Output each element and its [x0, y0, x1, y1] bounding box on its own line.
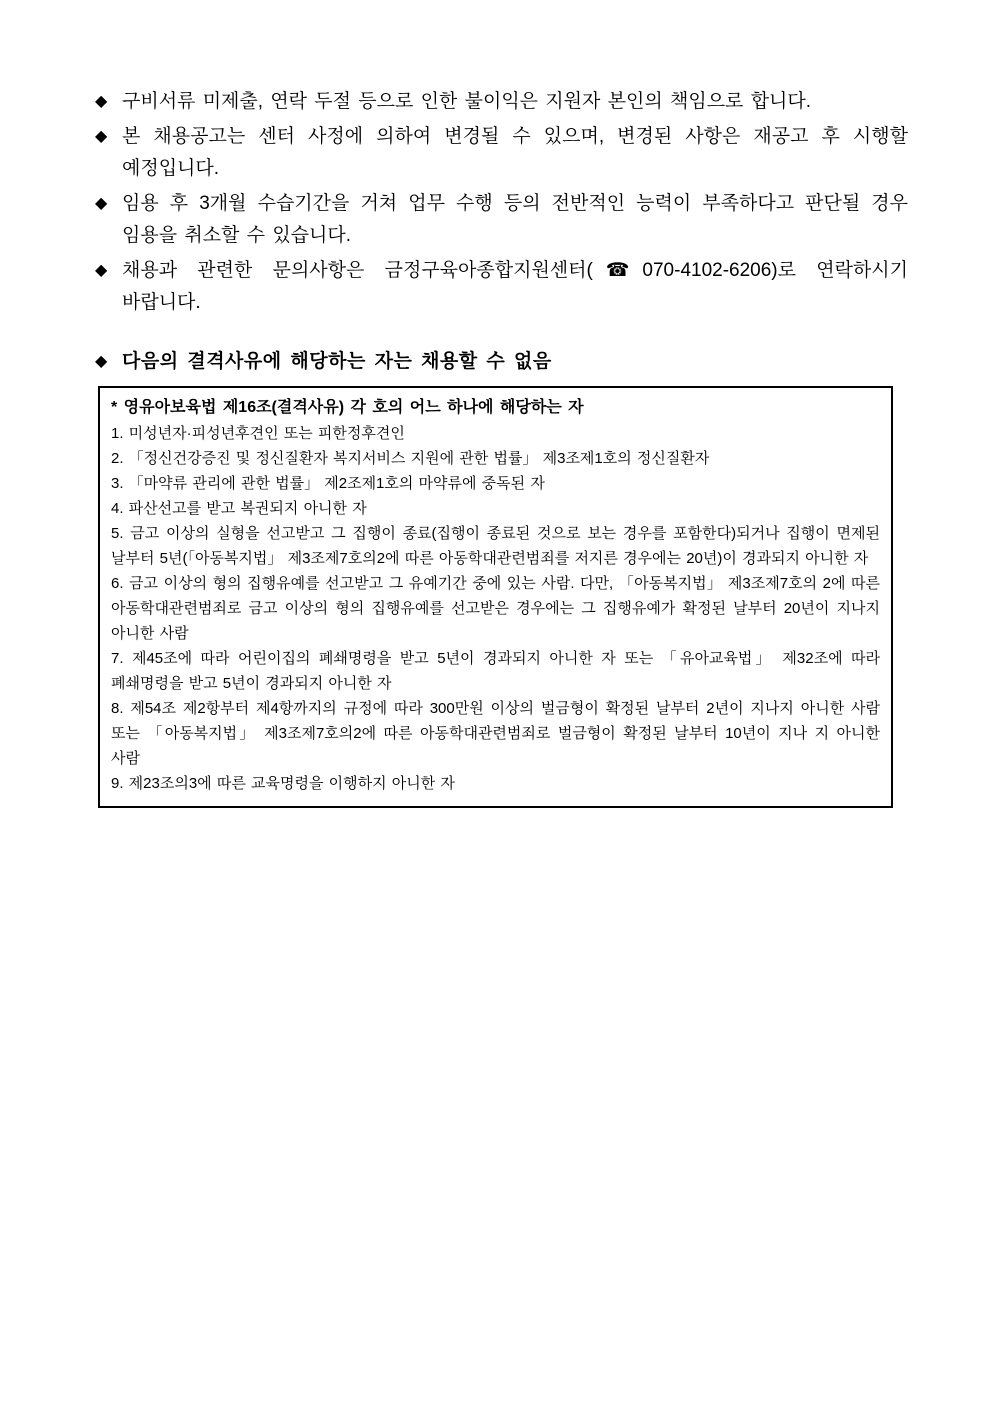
disqualification-box	[98, 386, 893, 808]
bullet-item	[95, 255, 908, 319]
bullet-text: 본 채용공고는 센터 사정에 의하여 변경될 수 있으며, 변경된 사항은 재공고 후 시행할 예정입니다.	[122, 126, 908, 179]
disqualification-item: 4. 파산선고를 받고 복권되지 아니한 자	[111, 500, 367, 517]
disqualification-item: 1. 미성년자·피성년후견인 또는 피한정후견인	[111, 425, 405, 442]
disqualification-box-header: * 영유아보육법 제16조(결격사유) 각 호의 어느 하나에 해당하는 자	[111, 399, 584, 416]
bullet-item	[95, 121, 908, 185]
bullet-item	[95, 86, 908, 118]
bullet-item	[95, 188, 908, 252]
disqualification-item: 7. 제45조에 따라 어린이집의 폐쇄명령을 받고 5년이 경과되지 아니한 자 또는 「유아교육법」 제32조에 따라 폐쇄명령을 받고 5년이 경과되지 아니한 자	[111, 650, 880, 692]
diamond-bullet-icon: ◆	[95, 195, 108, 212]
bullet-text: 구비서류 미제출, 연락 두절 등으로 인한 불이익은 지원자 본인의 책임으로 합니다.	[122, 91, 812, 112]
disqualification-item: 2. 「정신건강증진 및 정신질환자 복지서비스 지원에 관한 법률」 제3조제1호의 정신질환자	[111, 450, 710, 467]
disqualification-item: 9. 제23조의3에 따른 교육명령을 이행하지 아니한 자	[111, 775, 455, 792]
diamond-bullet-icon: ◆	[95, 128, 108, 145]
diamond-bullet-icon: ◆	[95, 262, 108, 279]
disqualification-item: 6. 금고 이상의 형의 집행유예를 선고받고 그 유예기간 중에 있는 사람. 다만, 「아동복지법」 제3조제7호의 2에 따른 아동학대관련범죄로 금고 이상의 형의 집행유예를 선고받은 경우에는 그 집행유예가 확정된 날부터 20년이 지나지 아니한 사람	[111, 575, 880, 642]
disqualification-item: 8. 제54조 제2항부터 제4항까지의 규정에 따라 300만원 이상의 벌금형이 확정된 날부터 2년이 지나지 아니한 사람 또는 「아동복지법」 제3조제7호의2에 따른 아동학대관련범죄로 벌금형이 확정된 날부터 10년이 지나 지 아니한 사람	[111, 700, 880, 767]
bullet-text: 임용 후 3개월 수습기간을 거쳐 업무 수행 등의 전반적인 능력이 부족하다고 판단될 경우 임용을 취소할 수 있습니다.	[122, 193, 908, 246]
section-heading-text: 다음의 결격사유에 해당하는 자는 채용할 수 없음	[122, 351, 552, 372]
diamond-bullet-icon: ◆	[95, 353, 108, 370]
disqualification-item: 3. 「마약류 관리에 관한 법률」 제2조제1호의 마약류에 중독된 자	[111, 475, 545, 492]
bullet-text: 채용과 관련한 문의사항은 금정구육아종합지원센터(☎070-4102-6206)로 연락하시기 바랍니다.	[122, 260, 908, 313]
diamond-bullet-icon: ◆	[95, 93, 108, 110]
disqualification-item: 5. 금고 이상의 실형을 선고받고 그 집행이 종료(집행이 종료된 것으로 보는 경우를 포함한다)되거나 집행이 면제된 날부터 5년(「아동복지법」 제3조제7호의2에 따른 아동학대관련범죄를 저지른 경우에는 20년)이 경과되지 아니한 자	[111, 525, 880, 567]
section-heading	[95, 346, 908, 378]
